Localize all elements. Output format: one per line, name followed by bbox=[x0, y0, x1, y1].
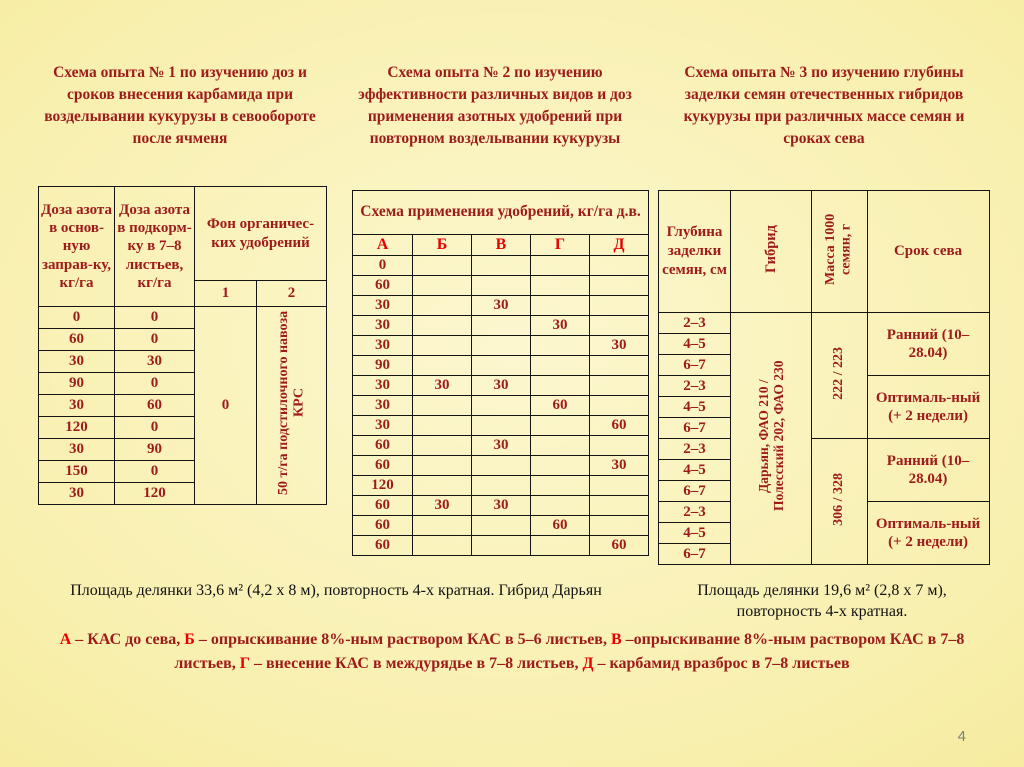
t2-cell: 30 bbox=[413, 496, 472, 516]
t2-cell bbox=[413, 396, 472, 416]
legend-letter: Б bbox=[184, 631, 195, 648]
legend-text: – карбамид вразброс в 7–8 листьев bbox=[593, 655, 850, 672]
t2-col-G: Г bbox=[531, 235, 590, 256]
t3-mass-value-2 bbox=[811, 439, 867, 565]
t3-term-cell: Ранний (10–28.04) bbox=[867, 313, 989, 376]
t2-cell: 60 bbox=[353, 276, 413, 296]
t2-cell bbox=[472, 316, 531, 336]
t2-cell: 60 bbox=[353, 456, 413, 476]
t2-cell bbox=[531, 536, 590, 556]
table-row bbox=[353, 336, 649, 356]
t2-cell bbox=[531, 416, 590, 436]
t2-cell bbox=[531, 436, 590, 456]
t3-depth-cell: 4–5 bbox=[659, 523, 731, 544]
t2-cell bbox=[531, 496, 590, 516]
t2-cell: 30 bbox=[353, 416, 413, 436]
table-row bbox=[353, 356, 649, 376]
t2-cell bbox=[413, 356, 472, 376]
t2-cell bbox=[413, 336, 472, 356]
table-row bbox=[353, 256, 649, 276]
t2-cell bbox=[590, 476, 649, 496]
table-row bbox=[353, 376, 649, 396]
t3-depth-cell: 6–7 bbox=[659, 481, 731, 502]
table-row bbox=[353, 191, 649, 235]
t1-cell: 0 bbox=[39, 307, 115, 329]
t2-cell bbox=[413, 476, 472, 496]
t2-cell bbox=[590, 436, 649, 456]
t2-cell bbox=[590, 376, 649, 396]
t3-depth-cell: 6–7 bbox=[659, 544, 731, 565]
t2-cell: 30 bbox=[353, 296, 413, 316]
t2-cell bbox=[590, 356, 649, 376]
t3-depth-cell: 4–5 bbox=[659, 460, 731, 481]
t3-header-mass bbox=[811, 191, 867, 313]
table-row bbox=[353, 396, 649, 416]
t2-cell bbox=[413, 456, 472, 476]
table-row bbox=[39, 307, 327, 329]
t2-cell bbox=[531, 376, 590, 396]
t2-cell: 120 bbox=[353, 476, 413, 496]
t1-cell: 90 bbox=[115, 439, 195, 461]
t2-cell bbox=[413, 316, 472, 336]
legend-text: – внесение КАС в междурядье в 7–8 листьев, bbox=[249, 655, 583, 672]
t2-cell bbox=[590, 296, 649, 316]
experiment-1-table bbox=[38, 186, 327, 505]
page-number: 4 bbox=[957, 728, 966, 745]
t2-cell bbox=[472, 536, 531, 556]
t3-depth-cell: 4–5 bbox=[659, 334, 731, 355]
table-row bbox=[353, 416, 649, 436]
t2-cell bbox=[472, 276, 531, 296]
t3-header-sowing-term: Срок сева bbox=[867, 191, 989, 313]
t2-cell: 60 bbox=[590, 536, 649, 556]
t1-fon2-value bbox=[257, 307, 327, 505]
t1-cell: 30 bbox=[39, 483, 115, 505]
t3-hybrid-value bbox=[731, 313, 812, 565]
table-row bbox=[353, 436, 649, 456]
t3-depth-cell: 2–3 bbox=[659, 439, 731, 460]
t1-cell: 30 bbox=[39, 439, 115, 461]
table-row bbox=[353, 235, 649, 256]
table-row bbox=[353, 296, 649, 316]
t1-cell: 0 bbox=[115, 373, 195, 395]
t2-cell bbox=[413, 296, 472, 316]
t2-cell: 30 bbox=[472, 376, 531, 396]
t2-cell bbox=[531, 276, 590, 296]
t2-cell bbox=[413, 416, 472, 436]
t1-cell: 150 bbox=[39, 461, 115, 483]
t2-cell bbox=[472, 336, 531, 356]
t2-cell: 0 bbox=[353, 256, 413, 276]
t3-depth-cell: 2–3 bbox=[659, 313, 731, 334]
t1-fon1-value: 0 bbox=[195, 307, 257, 505]
t1-cell: 60 bbox=[115, 395, 195, 417]
t2-cell bbox=[590, 396, 649, 416]
legend-text: – опрыскивание 8%-ным раствором КАС в 5–6 листьев, bbox=[194, 631, 611, 648]
t3-depth-cell: 4–5 bbox=[659, 397, 731, 418]
t2-cell: 30 bbox=[472, 436, 531, 456]
t2-cell bbox=[413, 536, 472, 556]
t3-depth-cell: 6–7 bbox=[659, 418, 731, 439]
t2-col-B: Б bbox=[413, 235, 472, 256]
t2-cell: 60 bbox=[531, 396, 590, 416]
t2-cell: 30 bbox=[353, 316, 413, 336]
t2-col-D: Д bbox=[590, 235, 649, 256]
t2-cell: 60 bbox=[353, 496, 413, 516]
table-row bbox=[353, 456, 649, 476]
t3-header-depth: Глубина заделки семян, см bbox=[659, 191, 731, 313]
legend bbox=[56, 628, 968, 676]
t1-cell: 0 bbox=[115, 329, 195, 351]
table-row bbox=[353, 476, 649, 496]
table-row bbox=[353, 276, 649, 296]
t3-mass-vertical-text: 222 / 223 bbox=[831, 346, 847, 400]
t1-header-fon-2: 2 bbox=[257, 281, 327, 307]
legend-letter: Г bbox=[239, 655, 250, 672]
t3-depth-cell: 2–3 bbox=[659, 376, 731, 397]
legend-text: – КАС до сева, bbox=[71, 631, 185, 648]
t1-cell: 30 bbox=[39, 351, 115, 373]
t3-hybrid-header-vertical-text: Гибрид bbox=[762, 224, 779, 273]
experiment-2-table bbox=[352, 190, 649, 556]
t3-mass-header-vertical-text: Масса 1000 семян, г bbox=[823, 212, 855, 285]
experiment-1-title: Схема опыта № 1 по изучению доз и сроков внесения карбамида при возделывании кукурузы в севообороте после ячменя bbox=[44, 64, 316, 147]
t2-cell bbox=[472, 476, 531, 496]
legend-letter: Д bbox=[582, 655, 594, 672]
t1-cell: 0 bbox=[115, 461, 195, 483]
t3-header-hybrid bbox=[731, 191, 812, 313]
t3-mass-vertical-text: 306 / 328 bbox=[831, 472, 847, 526]
t2-cell bbox=[531, 336, 590, 356]
table-row bbox=[659, 313, 990, 334]
t2-cell: 60 bbox=[531, 516, 590, 536]
t3-term-cell: Оптималь-ный (+ 2 недели) bbox=[867, 502, 989, 565]
t1-cell: 60 bbox=[39, 329, 115, 351]
legend-letter: А bbox=[59, 631, 72, 648]
t2-cell bbox=[472, 516, 531, 536]
t2-col-V: В bbox=[472, 235, 531, 256]
plot-area-note-right: Площадь делянки 19,6 м² (2,8 х 7 м), повторность 4-х кратная. bbox=[697, 582, 947, 620]
t3-depth-cell: 2–3 bbox=[659, 502, 731, 523]
t2-cell bbox=[531, 256, 590, 276]
t2-cell bbox=[413, 516, 472, 536]
experiment-2-title: Схема опыта № 2 по изучению эффективности различных видов и доз применения азотных удобрений при повторном возделывании кукурузы bbox=[358, 64, 632, 147]
t2-cell bbox=[472, 356, 531, 376]
t2-cell bbox=[590, 316, 649, 336]
t2-cell: 30 bbox=[472, 496, 531, 516]
t2-cell: 30 bbox=[590, 456, 649, 476]
t1-cell: 30 bbox=[39, 395, 115, 417]
t2-cell: 30 bbox=[353, 376, 413, 396]
t2-cell bbox=[531, 456, 590, 476]
table-row bbox=[353, 316, 649, 336]
t3-depth-cell: 6–7 bbox=[659, 355, 731, 376]
t1-header-topdress-dose: Доза азота в подкорм-ку в 7–8 листьев, кг/га bbox=[115, 187, 195, 307]
t2-header: Схема применения удобрений, кг/га д.в. bbox=[353, 191, 649, 235]
t2-cell: 30 bbox=[413, 376, 472, 396]
t2-cell bbox=[590, 276, 649, 296]
table-row bbox=[353, 516, 649, 536]
t3-mass-value-1 bbox=[811, 313, 867, 439]
table-row bbox=[353, 536, 649, 556]
t2-cell: 30 bbox=[531, 316, 590, 336]
t1-cell: 30 bbox=[115, 351, 195, 373]
t1-header-fon-1: 1 bbox=[195, 281, 257, 307]
t3-term-cell: Оптималь-ный (+ 2 недели) bbox=[867, 376, 989, 439]
t1-cell: 120 bbox=[39, 417, 115, 439]
table-row bbox=[659, 191, 990, 313]
t2-cell: 30 bbox=[472, 296, 531, 316]
t2-cell bbox=[472, 396, 531, 416]
t2-cell bbox=[590, 496, 649, 516]
t2-cell bbox=[413, 436, 472, 456]
t2-cell: 90 bbox=[353, 356, 413, 376]
t2-cell: 60 bbox=[353, 536, 413, 556]
t2-cell: 30 bbox=[353, 336, 413, 356]
t1-cell: 120 bbox=[115, 483, 195, 505]
t1-cell: 0 bbox=[115, 307, 195, 329]
t1-cell: 0 bbox=[115, 417, 195, 439]
t2-cell bbox=[531, 476, 590, 496]
t2-cell: 60 bbox=[353, 516, 413, 536]
t2-col-A: А bbox=[353, 235, 413, 256]
t2-cell bbox=[472, 456, 531, 476]
t2-cell: 30 bbox=[590, 336, 649, 356]
t2-cell bbox=[472, 256, 531, 276]
table-row bbox=[353, 496, 649, 516]
t2-cell bbox=[413, 256, 472, 276]
t3-hybrid-vertical-text: Дарьян, ФАО 210 / Полесский 202, ФАО 230 bbox=[755, 360, 786, 512]
t2-cell: 30 bbox=[353, 396, 413, 416]
t2-cell bbox=[590, 516, 649, 536]
t2-cell bbox=[590, 256, 649, 276]
experiment-3-table bbox=[658, 190, 990, 565]
table-row bbox=[39, 187, 327, 281]
t2-cell bbox=[413, 276, 472, 296]
t2-cell bbox=[531, 356, 590, 376]
t2-cell: 60 bbox=[353, 436, 413, 456]
legend-text: –опрыскивание 8%-ным раствором КАС в 7–8 листьев, bbox=[174, 631, 965, 672]
t2-cell bbox=[472, 416, 531, 436]
table-row bbox=[659, 439, 990, 460]
t3-term-cell: Ранний (10–28.04) bbox=[867, 439, 989, 502]
t2-cell: 60 bbox=[590, 416, 649, 436]
t2-cell bbox=[531, 296, 590, 316]
experiment-3-title: Схема опыта № 3 по изучению глубины заделки семян отечественных гибридов кукурузы при различных массе семян и сроках сева bbox=[683, 64, 965, 147]
t1-cell: 90 bbox=[39, 373, 115, 395]
plot-area-note-left: Площадь делянки 33,6 м² (4,2 х 8 м), повторность 4-х кратная. Гибрид Дарьян bbox=[70, 582, 602, 599]
legend-letter: В bbox=[610, 631, 622, 648]
t1-header-organic-background: Фон органичес-ких удобрений bbox=[195, 187, 327, 281]
t1-manure-vertical-text: 50 т/га подстилочного навоза КРС bbox=[275, 310, 307, 496]
t1-header-main-dose: Доза азота в основ-ную заправ-ку, кг/га bbox=[39, 187, 115, 307]
